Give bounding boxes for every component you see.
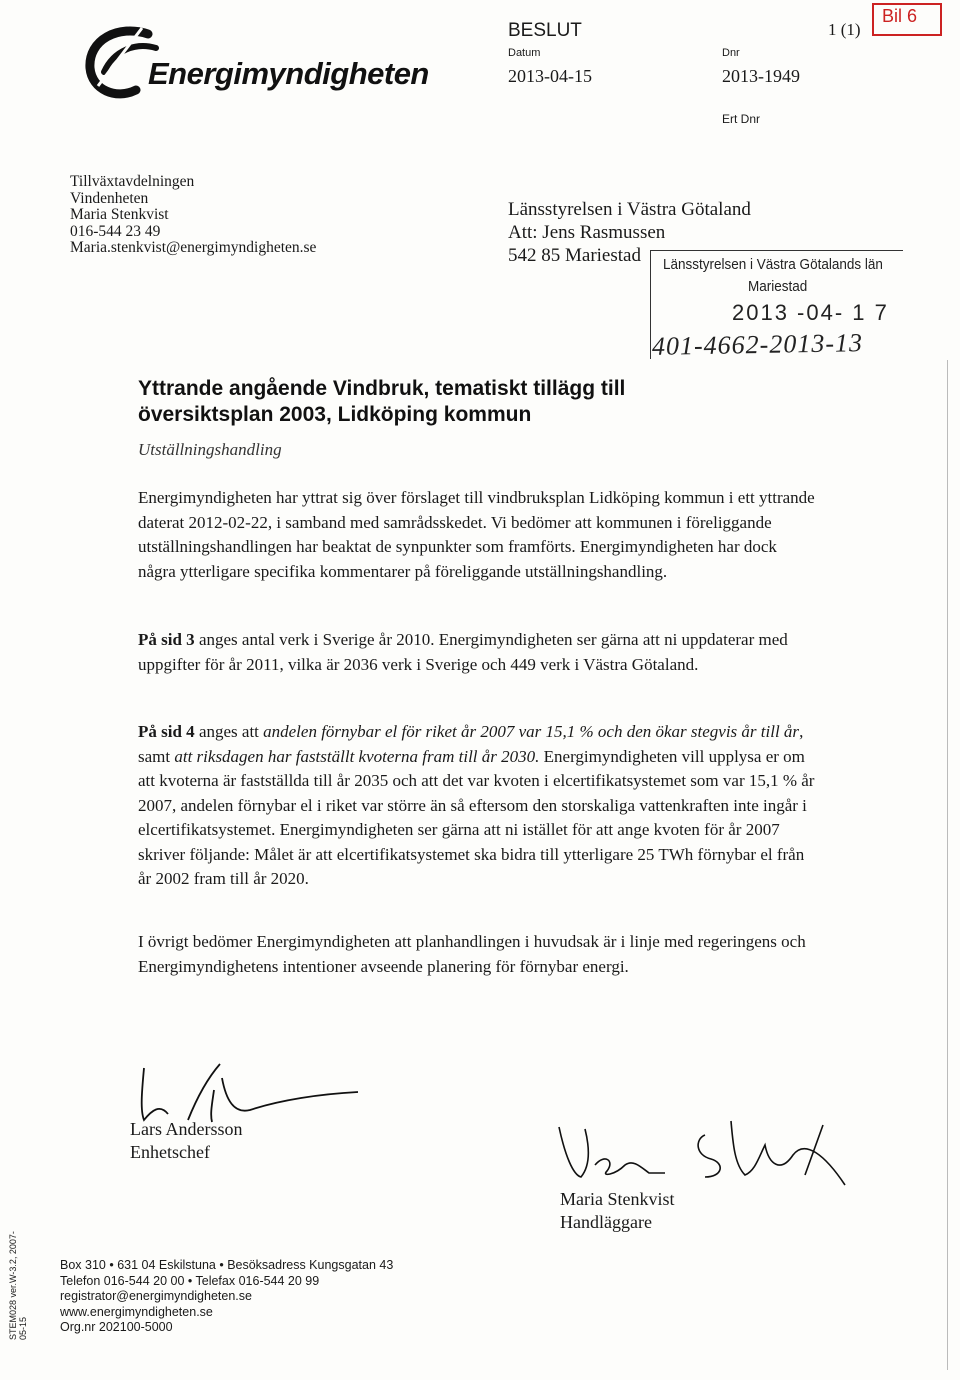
recipient-line: 542 85 Mariestad xyxy=(508,245,641,266)
footer-website: www.energimyndigheten.se xyxy=(60,1304,213,1319)
footer-line: Box 310 • 631 04 Eskilstuna • Besöksadress Kungsgatan 43 xyxy=(60,1258,394,1272)
body-paragraph: Energimyndigheten har yttrat sig över förslaget till vindbruksplan Lidköping kommun i ett yttrande daterat 2012-02-22, i samband med samrådsskedet. Vi bedömer att kommunen i föreliggande utställningshandlingen har beaktat de synpunkter som framförts. Energimyndigheten har dock några ytterligare specifika kommentarer på föreliggande utställningshandling. xyxy=(138,488,815,581)
stamp-handwritten-ref: 401-4662-2013-13 xyxy=(651,328,864,361)
signatory-name: Maria Stenkvist xyxy=(560,1189,675,1209)
sender-line: Tillväxtavdelningen xyxy=(70,173,195,190)
org-logo-text: Energimyndigheten xyxy=(148,56,429,91)
footer-line: Telefon 016-544 20 00 • Telefax 016-544 20 99 xyxy=(60,1273,320,1288)
form-code: STEM028 ver.W-3.2, 2007-05-15 xyxy=(8,1231,28,1340)
date-label: Datum xyxy=(508,47,541,59)
paragraph-italic: att riksdagen har fastställt kvoterna fram till år 2030. xyxy=(174,746,540,766)
footer-org-nr: Org.nr 202100-5000 xyxy=(60,1320,173,1334)
paragraph-italic: andelen förnybar el för riket år 2007 var 15,1 % och den ökar stegvis år till år xyxy=(263,722,800,741)
recipient-line: Länsstyrelsen i Västra Götaland xyxy=(508,199,751,220)
doc-type: BESLUT xyxy=(508,20,582,41)
paragraph-text: anges att xyxy=(194,722,264,741)
sender-line: Maria Stenkvist xyxy=(70,206,169,224)
stamp-date: 2013 -04- 1 7 xyxy=(732,300,889,325)
signatory-2 xyxy=(560,1188,675,1234)
footer-address xyxy=(60,1258,393,1336)
letter-subtitle: Utställningshandling xyxy=(138,440,282,459)
signatory-role: Enhetschef xyxy=(130,1142,210,1162)
sender-line: Vindenheten xyxy=(70,189,149,207)
stamp-city: Mariestad xyxy=(748,278,808,295)
body-paragraph xyxy=(138,720,818,892)
sender-block xyxy=(70,174,316,257)
paragraph-text: anges antal verk i Sverige år 2010. Energimyndigheten ser gärna att ni uppdaterar med uppgifter för år 2011, vilka är 2036 verk i Sverige och 449 verk i Västra Götaland. xyxy=(138,630,788,674)
dnr-label: Dnr xyxy=(722,47,740,59)
letter-title xyxy=(138,376,625,428)
signature-maria xyxy=(555,1115,855,1190)
stamp-org: Länsstyrelsen i Västra Götalands län xyxy=(663,256,883,273)
recipient-line: Att: Jens Rasmussen xyxy=(508,222,666,243)
body-paragraph xyxy=(138,628,818,677)
date-value: 2013-04-15 xyxy=(508,66,592,86)
signatory-role: Handläggare xyxy=(560,1212,652,1232)
title-line: Yttrande angående Vindbruk, tematiskt tillägg till xyxy=(138,377,626,400)
ert-dnr-label: Ert Dnr xyxy=(722,112,761,126)
title-line: översiktsplan 2003, Lidköping kommun xyxy=(138,403,532,426)
page-number: 1 (1) xyxy=(828,20,861,39)
dnr-value: 2013-1949 xyxy=(722,66,800,86)
attachment-badge: Bil 6 xyxy=(872,3,942,36)
sender-line: 016-544 23 49 xyxy=(70,222,161,240)
signatory-name: Lars Andersson xyxy=(130,1119,243,1139)
paragraph-lead: På sid 4 xyxy=(138,722,195,741)
signatory-1 xyxy=(130,1118,242,1164)
paragraph-lead: På sid 3 xyxy=(138,630,195,649)
paragraph-text: Energimyndigheten vill upplysa er om att kvoterna är fastställda till år 2035 och att det var kvoten i elcertifikatsystemet som var 15,1 % år 2007, andelen förnybar el i riket var större än så eftersom den storskaliga vattenkraften inte ingår i elcertifikatsystemet. Energimyndigheten ser gärna att ni istället för att ange kvoten för år 2007 skriver följande: Målet är att elcertifikatsystemet ska bidra till ytterligare 25 TWh förnybar el från år 2002 fram till år 2020. xyxy=(138,746,815,888)
scan-edge-line xyxy=(947,360,948,1370)
sender-email: Maria.stenkvist@energimyndigheten.se xyxy=(70,239,317,257)
footer-email: registrator@energimyndigheten.se xyxy=(60,1289,252,1303)
body-paragraph: I övrigt bedömer Energimyndigheten att planhandlingen i huvudsak är i linje med regeringens och Energimyndighetens intentioner avseende planering för förnybar energi. xyxy=(138,932,806,976)
paragraph-text: , samt xyxy=(138,722,804,766)
